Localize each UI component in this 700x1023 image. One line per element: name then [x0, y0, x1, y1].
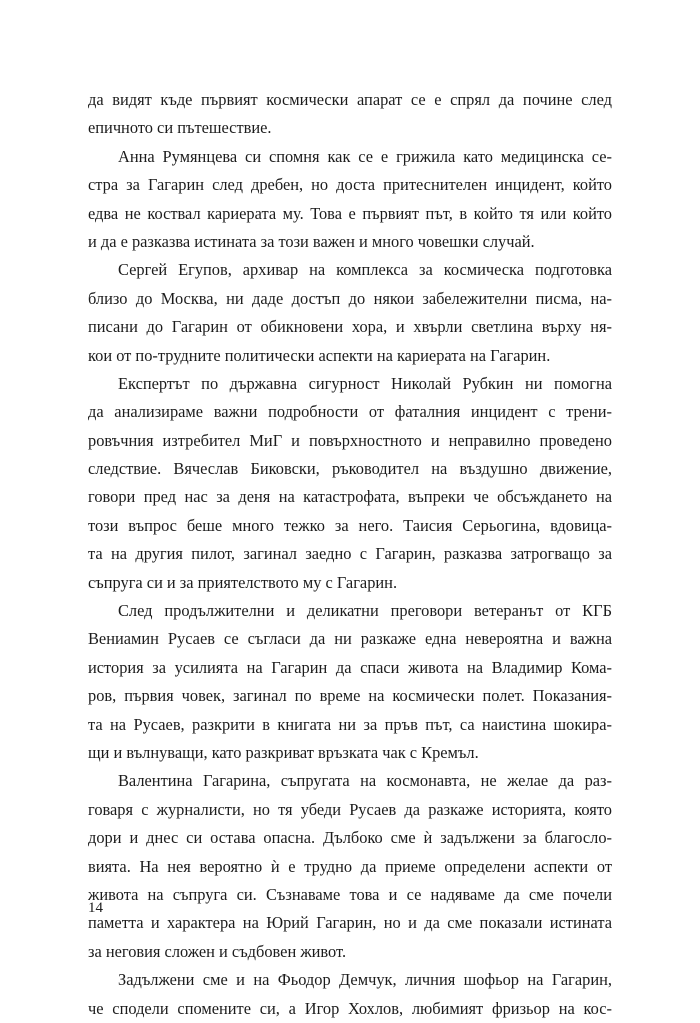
text-line: да видят къде първият космически апарат се е спрял да почине след: [88, 90, 612, 109]
text-line: Анна Румянцева си спомня как се е грижила като медицинска се-: [118, 146, 612, 166]
text-line: щи и вълнуващи, като разкриват връзката чак с Кремъл.: [88, 742, 479, 762]
text-line: кои от по-трудните политически аспекти на кариерата на Гагарин.: [88, 345, 551, 365]
text-line: този въпрос беше много тежко за него. Таисия Серьогина, вдовица-: [88, 515, 612, 535]
body-text: [88, 86, 612, 1023]
text-line: Експертът по държавна сигурност Николай Рубкин ни помогна: [118, 373, 612, 393]
paragraph: [88, 370, 612, 597]
text-line: Вениамин Русаев се съгласи да ни разкаже една невероятна и важна: [88, 629, 612, 649]
text-line: След продължителни и деликатни преговори ветеранът от КГБ: [118, 601, 612, 621]
paragraph: [88, 86, 612, 143]
text-line: стра за Гагарин след дребен, но доста притеснителен инцидент, който: [88, 175, 612, 195]
text-line: вията. На нея вероятно ѝ е трудно да приеме определени аспекти от: [88, 856, 612, 876]
text-line: следствие. Вячеслав Биковски, ръководител на въздушно движение,: [88, 459, 612, 479]
text-line: едва не коствал кариерата му. Това е първият път, в който тя или който: [88, 203, 612, 223]
text-line: говаря с журналисти, но тя убеди Русаев да разкаже историята, която: [88, 799, 612, 819]
text-line: близо до Москва, ни даде достъп до някои забележителни писма, на-: [88, 288, 612, 308]
text-line: ров, първия човек, загинал по време на космически полет. Показания-: [88, 686, 612, 706]
text-line: Валентина Гагарина, съпругата на космонавта, не желае да раз-: [118, 771, 612, 791]
text-line: паметта и характера на Юрий Гагарин, но и да сме показали истината: [88, 913, 612, 933]
text-line: че сподели спомените си, а Игор Хохлов, любимият фризьор на кос-: [88, 998, 612, 1018]
text-line: та на Русаев, разкрити в книгата ни за пръв път, са наистина шокира-: [88, 714, 612, 734]
text-line: съпруга си и за приятелството му с Гагарин.: [88, 572, 398, 592]
text-line: говори пред нас за деня на катастрофата, въпреки че обсъждането на: [88, 487, 612, 507]
paragraph: [88, 256, 612, 370]
text-line: история за усилията на Гагарин да спаси живота на Владимир Кома-: [88, 657, 612, 677]
text-line: ровъчния изтребител МиГ и повърхностното и неправилно проведено: [88, 430, 612, 450]
text-line: дори и днес си остава опасна. Дълбоко сме ѝ задължени за благосло-: [88, 828, 612, 848]
text-line: та на другия пилот, загинал заедно с Гагарин, разказва затрогващо за: [88, 544, 612, 564]
text-line: за неговия сложен и съдбовен живот.: [88, 941, 347, 961]
paragraph: [88, 767, 612, 966]
page-number: 14: [88, 900, 103, 916]
text-line: живота на съпруга си. Съзнаваме това и се надяваме да сме почели: [88, 884, 612, 904]
paragraph: [88, 143, 612, 257]
text-line: Задължени сме и на Фьодор Демчук, личния шофьор на Гагарин,: [118, 970, 612, 990]
paragraph: [88, 597, 612, 767]
text-line: писани до Гагарин от обикновени хора, и хвърли светлина върху ня-: [88, 317, 612, 337]
text-line: Сергей Егупов, архивар на комплекса за космическа подготовка: [118, 260, 612, 280]
text-line: и да е разказва истината за този важен и много човешки случай.: [88, 231, 535, 251]
text-line: епичното си пътешествие.: [88, 118, 272, 138]
text-line: да анализираме важни подробности от фаталния инцидент с трени-: [88, 402, 612, 422]
